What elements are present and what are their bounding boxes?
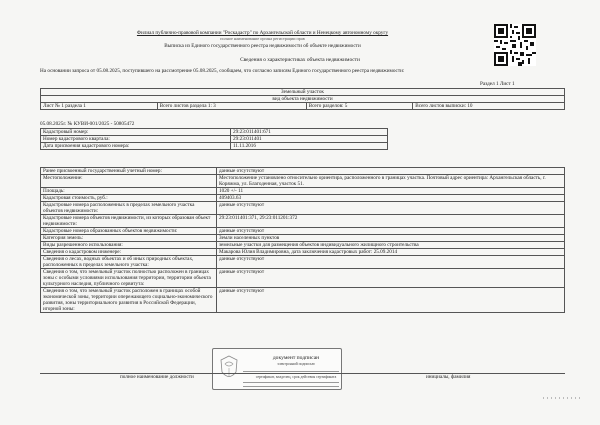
characteristics-table [40,167,565,313]
registry-office-name: Филиал публично-правовой компании "Роскадастр" по Архангельской области и Ненецкому автономному округу [136,30,389,36]
extract-title: Выписка из Единого государственного реестра недвижимости об объекте недвижимости [164,42,361,49]
row-label: Площадь: [41,188,217,195]
row-value: данные отсутствуют [217,288,565,313]
row-value: 29:23:011401:671 [231,129,388,136]
row-value: 29:23:011401 [231,136,388,143]
row-label: Сведения о том, что земельный участок полностью расположен в границах зоны с особыми условиями использования территории, территории объекта культурного наследия, публичного сервитута: [41,269,217,288]
row-value: Макарова Юлия Владимировна, дата заключения кадастровых работ: 25.09.2014 [217,249,565,256]
sheet-label: Раздел 1 Лист 1 [480,81,515,87]
object-header-table [40,88,565,110]
identifiers-table [40,128,388,150]
table-row [41,242,565,249]
extract-sheets-total: Всего листов выписки: 10 [413,103,565,110]
row-label: Местоположение: [41,175,217,188]
row-label: Номер кадастрового квартала: [41,136,231,143]
row-value: 11.11.2016 [231,143,388,150]
table-row [41,175,565,188]
table-row [41,143,388,150]
table-row [41,288,565,313]
row-label: Кадастровая стоимость, руб.: [41,195,217,202]
row-label: Ранее присвоенный государственный учетный номер: [41,168,217,175]
table-row [41,168,565,175]
row-value: Земли населенных пунктов [217,235,565,242]
page-edge-marks [543,395,583,401]
table-row [41,129,388,136]
row-label: Кадастровые номера образованных объектов недвижимости: [41,228,217,235]
document-header [40,30,485,49]
table-row [41,256,565,269]
row-label: Кадастровые номера расположенных в пределах земельного участка объектов недвижимости: [41,202,217,215]
table-row [41,188,565,195]
stamp-title: документ подписан [272,355,320,361]
electronic-signature-stamp [212,348,342,390]
row-value: данные отсутствуют [217,202,565,215]
stamp-subtitle: электронной подписью [277,362,315,366]
row-label: Кадастровый номер: [41,129,231,136]
object-type: Земельный участок [41,89,565,96]
table-row [41,269,565,288]
row-value: земельные участки для размещения объектов индивидуального жилищного строительства [217,242,565,249]
name-caption: инициалы, фамилия [426,374,471,380]
row-value: данные отсутствуют [217,269,565,288]
table-row [41,249,565,256]
section-sheets-total: Всего листов раздела 1: 3 [157,103,306,110]
row-label: Сведения о лесах, водных объектах и об иных природных объектах, расположенных в пределах земельного участка: [41,256,217,269]
row-value: 29:23:011401:371, 29:23:011201:372 [217,215,565,228]
row-value: 1020 +/- 11 [217,188,565,195]
row-value: Местоположение установлено относительно ориентира, расположенного в границах участка. Почтовый адрес ориентира: Архангельская область, г. Коряжма, ул. Благоденная, участок 51. [217,175,565,188]
request-statement: На основании запроса от 05.08.2025, поступившего на рассмотрение 05.08.2025, сообщаем, что согласно записям Единого государственного реестра недвижимости: [40,68,405,74]
sheet-number: Лист № 1 раздела 1 [41,103,158,110]
row-value: 409403.63 [217,195,565,202]
registry-office-caption: полное наименование органа регистрации прав [220,36,305,42]
table-row [41,136,388,143]
registration-number: 05.08.2025г. № КУВИ-001/2025 - 50805472 [40,121,135,127]
table-row [41,195,565,202]
row-value: данные отсутствуют [217,228,565,235]
row-value: данные отсутствуют [217,168,565,175]
row-label: Виды разрешенного использования: [41,242,217,249]
row-label: Кадастровые номера объектов недвижимости, из которых образован объект недвижимости: [41,215,217,228]
stamp-details: сертификат, владелец, срок действия сертификата [255,375,337,379]
position-caption: полное наименование должности [120,374,194,380]
object-type-caption: вид объекта недвижимости [41,96,565,103]
row-label: Сведения о кадастровом инженере: [41,249,217,256]
row-value: данные отсутствуют [217,256,565,269]
row-label: Категория земель: [41,235,217,242]
sections-total: Всего разделов: 5 [306,103,413,110]
section-subtitle: Сведения о характеристиках объекта недвижимости [240,57,360,63]
table-row [41,202,565,215]
table-row [41,215,565,228]
table-row [41,228,565,235]
row-label: Сведения о том, что земельный участок расположен в границах особой экономической зоны, территории опережающего социально-экономического развития, зоны территориального развития в Российской Федерации, игорной зоны: [41,288,217,313]
table-row [41,235,565,242]
row-label: Дата присвоения кадастрового номера: [41,143,231,150]
coat-of-arms-icon [217,354,241,384]
